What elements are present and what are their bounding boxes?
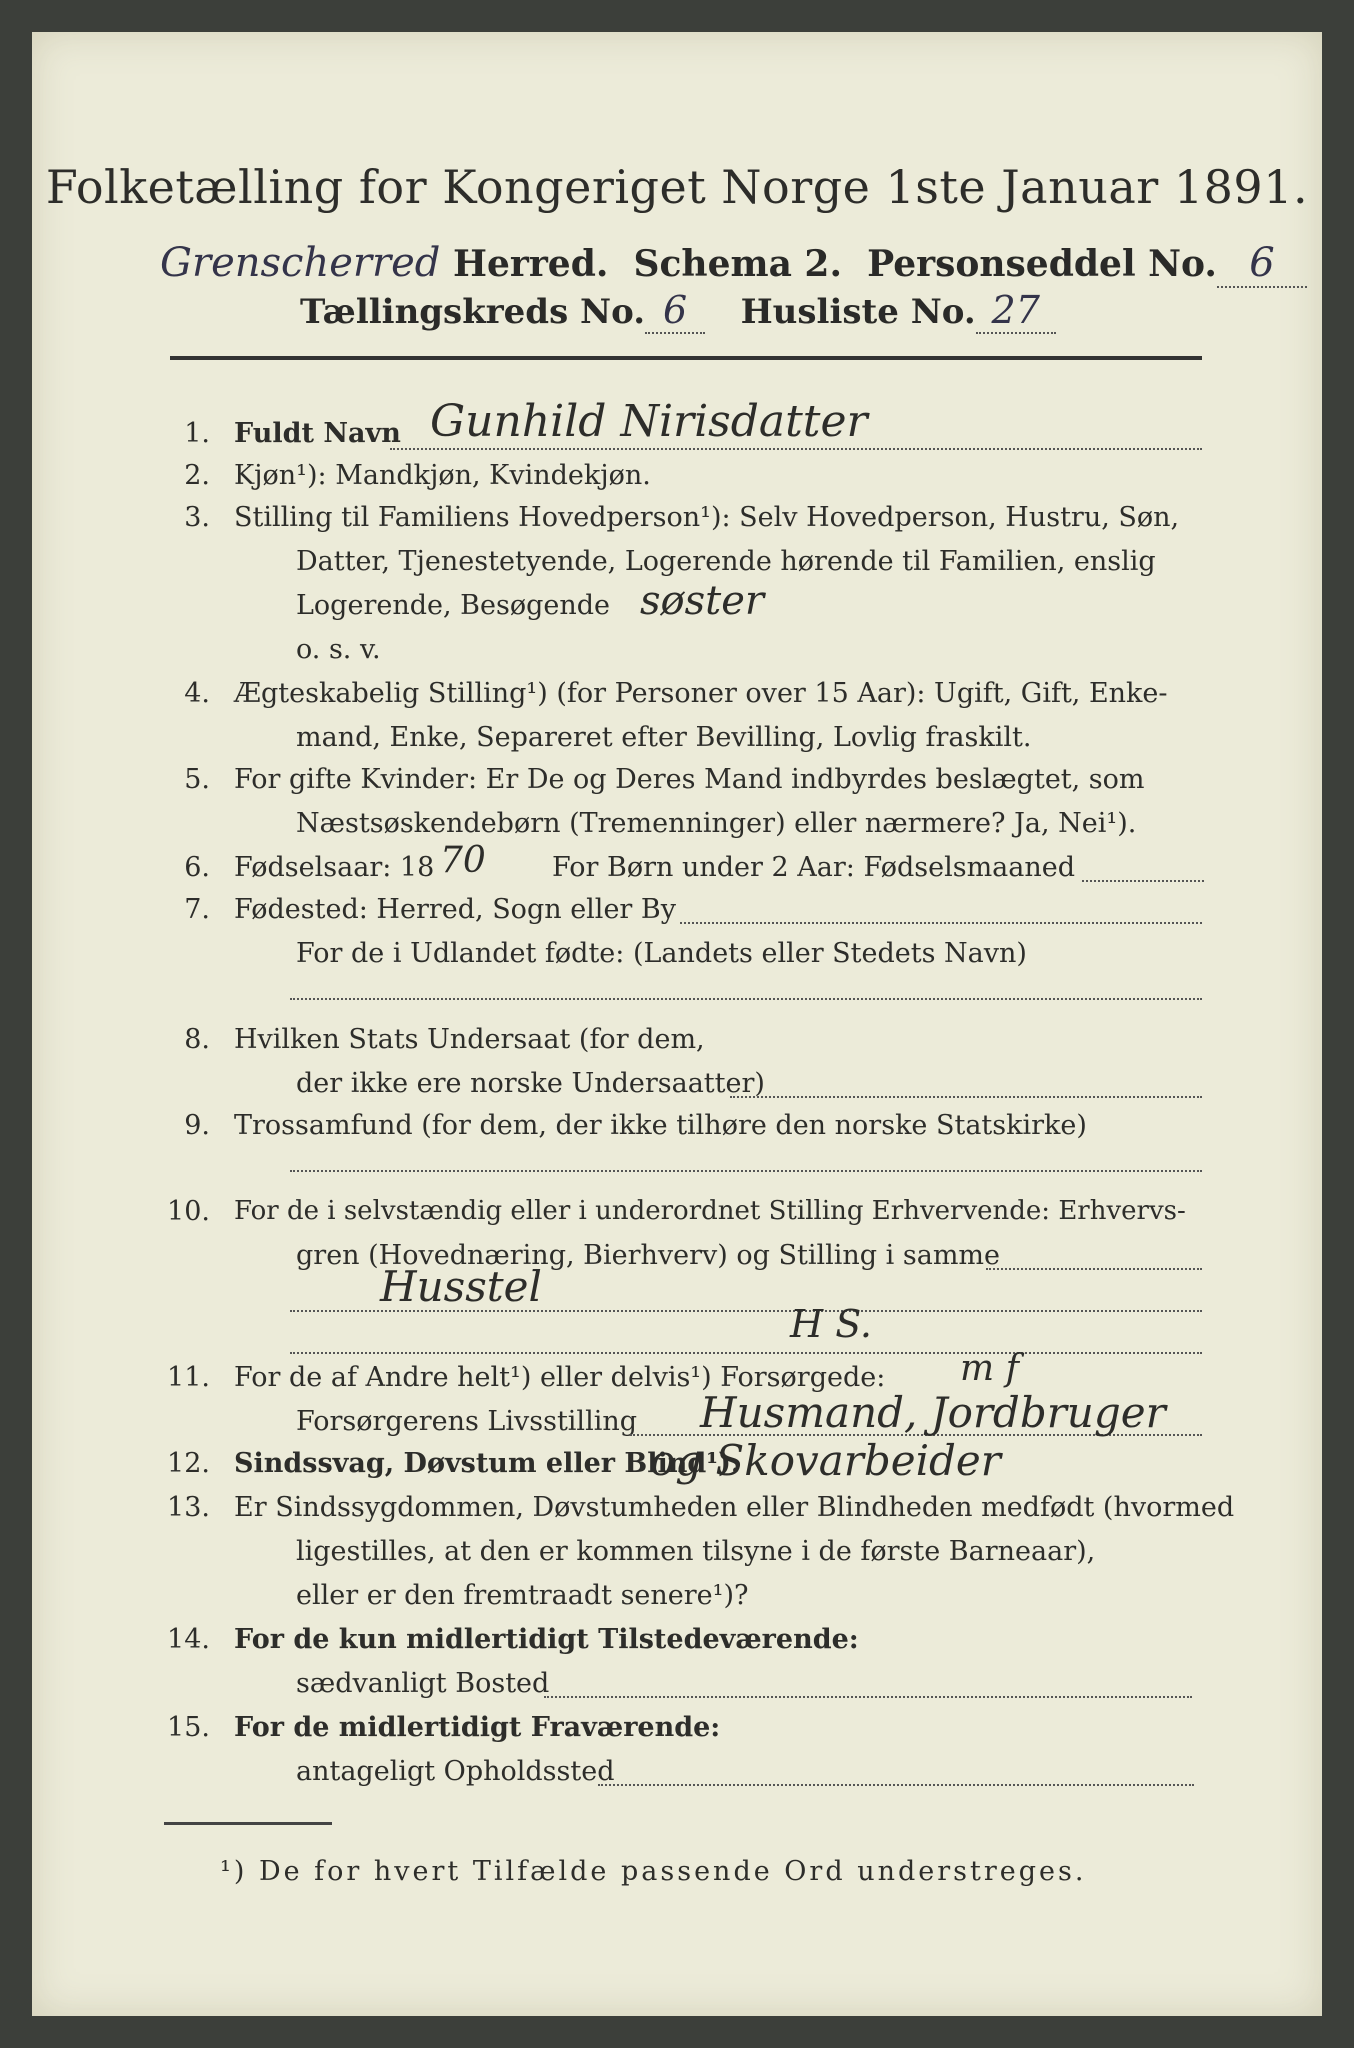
item-7-number: 7. xyxy=(184,894,210,925)
item-9-line xyxy=(290,1170,1202,1172)
item-5-number: 5. xyxy=(184,764,210,795)
item-2-number: 2. xyxy=(184,460,210,491)
item-15-line-2: antageligt Opholdssted xyxy=(296,1756,615,1787)
item-11-line-2: Forsørgerens Livsstilling xyxy=(296,1406,638,1437)
item-3-line-3: Logerende, Besøgende xyxy=(296,590,610,621)
item-6-line xyxy=(1082,880,1204,882)
item-10-number: 10. xyxy=(167,1196,210,1227)
item-14-line-1: For de kun midlertidigt Tilstedeværende: xyxy=(234,1624,859,1655)
item-1-label: Fuldt Navn xyxy=(234,418,401,449)
item-5-line-2: Næstsøskendebørn (Tremenninger) eller nærmere? Ja, Nei¹). xyxy=(296,808,1137,839)
item-8-line xyxy=(730,1096,1202,1098)
item-5-line-1: For gifte Kvinder: Er De og Deres Mand indbyrdes beslægtet, som xyxy=(234,764,1145,795)
item-7-extra-line xyxy=(290,998,1202,1000)
item-15-line-1: For de midlertidigt Fraværende: xyxy=(234,1712,721,1743)
herred-name: Grenscherred xyxy=(160,240,441,286)
taellingskreds-line xyxy=(300,288,1056,334)
item-13-number: 13. xyxy=(167,1492,210,1523)
herred-label: Herred. xyxy=(452,243,609,285)
item-10-line-b xyxy=(290,1310,1202,1312)
item-1-answer: Gunhild Nirisdatter xyxy=(430,396,868,447)
item-4-number: 4. xyxy=(184,678,210,709)
item-15-line xyxy=(598,1784,1194,1786)
item-12-number: 12. xyxy=(167,1448,210,1479)
item-7-line-2: For de i Udlandet fødte: (Landets eller Stedets Navn) xyxy=(296,938,1027,969)
item-10-line-a xyxy=(986,1268,1202,1270)
form-title: Folketælling for Kongeriget Norge 1ste Januar 1891. xyxy=(45,160,1309,214)
item-11-answer: Husmand, Jordbruger xyxy=(700,1388,1166,1437)
footnote-rule xyxy=(164,1822,332,1825)
item-4-line-1: Ægteskabelig Stilling¹) (for Personer over 15 Aar): Ugift, Gift, Enke- xyxy=(234,678,1168,709)
item-15-number: 15. xyxy=(167,1712,210,1743)
item-6-birthmonth-label: For Børn under 2 Aar: Fødselsmaaned xyxy=(552,852,1076,883)
item-4-line-2: mand, Enke, Separeret efter Bevilling, Lovlig fraskilt. xyxy=(296,722,1032,753)
item-13-line-1: Er Sindssygdommen, Døvstumheden eller Blindheden medfødt (hvormed xyxy=(234,1492,1235,1523)
item-2-text: Kjøn¹): Mandkjøn, Kvindekjøn. xyxy=(234,460,651,491)
item-6-birthyear-label: Fødselsaar: 18 xyxy=(234,852,435,883)
item-3-answer: søster xyxy=(640,578,765,624)
item-12-answer: og Skovarbeider xyxy=(650,1436,1001,1485)
item-3-line-1: Stilling til Familiens Hovedperson¹): Selv Hovedperson, Hustru, Søn, xyxy=(234,502,1180,533)
footnote: ¹) De for hvert Tilfælde passende Ord understreges. xyxy=(220,1856,1087,1887)
item-12-label: Sindssvag, Døvstum eller Blind¹). xyxy=(234,1448,741,1479)
item-11-line-1: For de af Andre helt¹) eller delvis¹) Forsørgede: xyxy=(234,1362,886,1393)
item-9-number: 9. xyxy=(184,1110,210,1141)
item-10-line-c xyxy=(290,1352,1202,1354)
item-10-line-2: gren (Hovednæring, Bierhverv) og Stilling i samme xyxy=(296,1240,1001,1271)
item-1-number: 1. xyxy=(184,418,210,449)
item-7-line-1: Fødested: Herred, Sogn eller By xyxy=(234,894,677,925)
item-3-number: 3. xyxy=(184,502,210,533)
item-11-mark: m f xyxy=(960,1348,1019,1389)
item-1-line xyxy=(390,448,1202,450)
item-11-number: 11. xyxy=(167,1362,210,1393)
item-3-line-4: o. s. v. xyxy=(296,634,381,665)
taellingskreds-label: Tællingskreds No. xyxy=(300,292,646,332)
item-3-line-2: Datter, Tjenestetyende, Logerende hørende til Familien, enslig xyxy=(296,546,1156,577)
item-14-number: 14. xyxy=(167,1624,210,1655)
schema-label: Schema 2. xyxy=(633,243,843,285)
item-8-line-1: Hvilken Stats Undersaat (for dem, xyxy=(234,1024,705,1055)
personseddel-no: 6 xyxy=(1249,240,1275,286)
item-6-number: 6. xyxy=(184,852,210,883)
personseddel-label: Personseddel No. xyxy=(867,243,1217,285)
item-10-answer-2: H S. xyxy=(790,1302,872,1346)
item-13-line-3: eller er den fremtraadt senere¹)? xyxy=(296,1580,749,1611)
husliste-label: Husliste No. xyxy=(740,292,976,332)
header-rule xyxy=(170,356,1202,360)
item-14-line xyxy=(544,1696,1192,1698)
item-8-number: 8. xyxy=(184,1024,210,1055)
item-13-line-2: ligestilles, at den er kommen tilsyne i de første Barneaar), xyxy=(296,1536,1096,1567)
item-14-line-2: sædvanligt Bosted xyxy=(296,1668,550,1699)
husliste-no: 27 xyxy=(991,288,1040,332)
item-6-answer: 70 xyxy=(440,840,486,881)
taellingskreds-no: 6 xyxy=(662,288,688,332)
item-7-line xyxy=(680,922,1202,924)
herred-line xyxy=(160,240,1307,288)
item-10-line-1: For de i selvstændig eller i underordnet Stilling Erhvervende: Erhvervs- xyxy=(234,1196,1186,1226)
item-10-answer: Husstel xyxy=(380,1262,542,1311)
item-9-line-1: Trossamfund (for dem, der ikke tilhøre den norske Statskirke) xyxy=(234,1110,1087,1141)
item-8-line-2: der ikke ere norske Undersaatter) xyxy=(296,1068,765,1099)
